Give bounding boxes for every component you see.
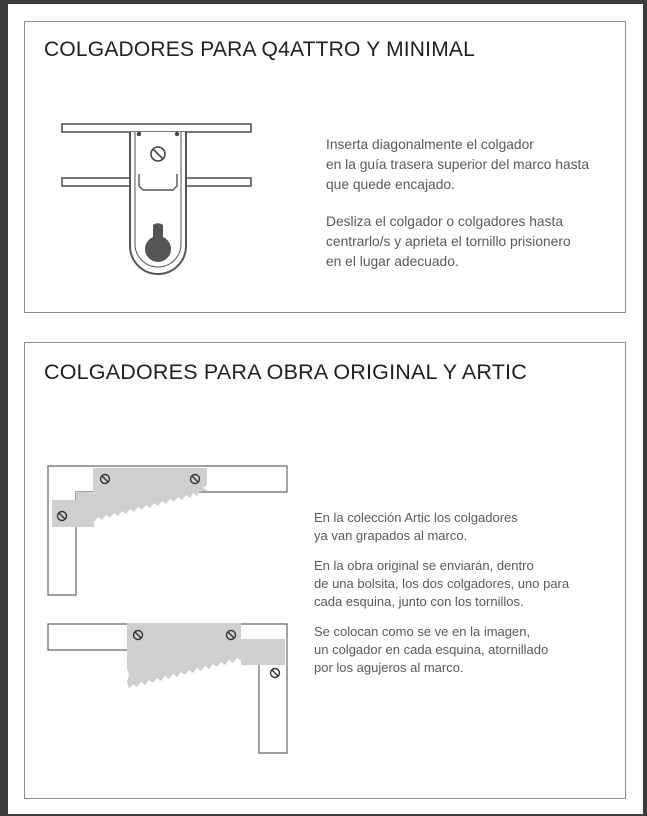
- instruction-placement: Se colocan como se ve en la imagen, un colgador en cada esquina, atornillado por los agujeros al marco.: [314, 624, 549, 675]
- original-artic-instructions: [314, 509, 614, 677]
- hanger-hole-right: [175, 132, 179, 136]
- hanger-hole-left: [137, 132, 141, 136]
- corner-hanger-top-right: [47, 623, 295, 757]
- corner-hanger-top-left: [47, 465, 291, 599]
- instruction-artic: En la colección Artic los colgadores ya van grapados al marco.: [314, 510, 518, 543]
- instruction-original: En la obra original se enviarán, dentro de una bolsita, los dos colgadores, uno para cada esquina, junto con los tornillos.: [314, 558, 570, 609]
- instruction-insert: Inserta diagonalmente el colgador en la guía trasera superior del marco hasta que quede encajado.: [326, 137, 590, 192]
- q4attro-hanger-illustration: [61, 120, 255, 280]
- panel-title: COLGADORES PARA OBRA ORIGINAL Y ARTIC: [44, 360, 527, 384]
- instruction-slide: Desliza el colgador o colgadores hasta centrarlo/s y aprieta el tornillo prisionero en el lugar adecuado.: [326, 214, 571, 269]
- panel-original-artic: [24, 342, 626, 799]
- instructions-sheet: [8, 4, 643, 814]
- panel-title: COLGADORES PARA Q4ATTRO Y MINIMAL: [44, 38, 475, 61]
- q4attro-instructions: [326, 135, 626, 272]
- top-rail: [62, 124, 251, 132]
- panel-q4attro-minimal: [24, 21, 626, 313]
